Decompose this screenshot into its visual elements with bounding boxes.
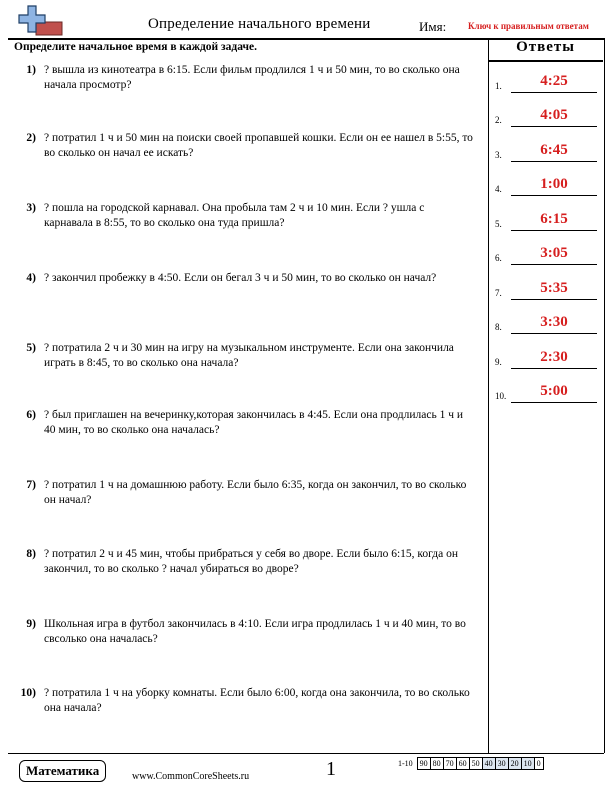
answer-value: 4:05 [540,107,568,123]
question-text: ? потратил 1 ч и 50 мин на поиски своей пропавшей кошки. Если он ее нашел в 5:55, то во сколько он начал ее искать? [44,132,473,159]
score-cell: 20 [508,758,521,770]
score-cell: 30 [495,758,508,770]
score-cell: 90 [417,758,430,770]
answer-number: 1. [495,81,502,91]
score-range-label: 1-10 [398,759,413,768]
question-number: 5) [26,342,36,354]
answer-value: 4:25 [540,73,568,89]
question-text: ? вышла из кинотеатра в 6:15. Если фильм продлился 1 ч и 50 мин, то во сколько она начала просмотр? [44,64,460,91]
answer-line [511,333,597,334]
question-text: ? был приглашен на вечеринку,которая закончилась в 4:45. Если она продлилась 1 ч и 40 мин, то во сколько она началась? [44,409,464,436]
question-text: Школьная игра в футбол закончилась в 4:10. Если игра продлилась 1 ч и 40 мин, то во свсолько она началась? [44,618,466,645]
page-title: Определение начального времени [148,16,371,32]
answer-number: 10. [495,391,507,401]
question-number: 10) [20,687,36,699]
footer-divider [8,753,604,754]
score-cell: 60 [456,758,469,770]
answer-line [511,299,597,300]
answer-number: 7. [495,288,502,298]
answer-line [511,92,597,93]
answer-line [511,368,597,369]
score-cell: 10 [521,758,534,770]
question-text: ? потратил 1 ч на домашнюю работу. Если было 6:35, когда он закончил, то во сколько он начал? [44,479,467,506]
question-text: ? потратила 1 ч на уборку комнаты. Если было 6:00, когда она закончила, то во сколько она начала? [44,687,470,714]
answer-number: 8. [495,322,502,332]
answer-line [511,161,597,162]
answer-value: 6:15 [540,211,568,227]
instruction-text: Определите начальное время в каждой задаче. [14,41,257,53]
name-label: Имя: [419,19,447,34]
question-text: ? пошла на городской карнавал. Она пробыла там 2 ч и 10 мин. Если ? ушла с карнавала в 8:55, то во сколько она туда пришла? [44,202,425,229]
answer-line [511,402,597,403]
answer-value: 5:00 [540,383,568,399]
answers-title-divider [488,60,603,62]
question-number: 1) [26,64,36,76]
score-cell: 40 [482,758,495,770]
answer-number: 3. [495,150,502,160]
answer-number: 5. [495,219,502,229]
answer-line [511,195,597,196]
answer-number: 9. [495,357,502,367]
plus-logo-icon [18,4,64,38]
answer-value: 5:35 [540,280,568,296]
question-text: ? потратила 2 ч и 30 мин на игру на музыкальном инструменте. Если она закончила играть в 8:45, то во сколько она начала? [44,342,454,369]
answer-number: 2. [495,115,502,125]
question-number: 8) [26,548,36,560]
answer-key-label: Ключ к правильным ответам [468,21,589,31]
question-number: 2) [26,132,36,144]
question-number: 3) [26,202,36,214]
question-text: ? закончил пробежку в 4:50. Если он бегал 3 ч и 50 мин, то во сколько он начал? [44,272,437,284]
site-url: www.CommonCoreSheets.ru [132,771,250,782]
answer-value: 6:45 [540,142,568,158]
answer-value: 2:30 [540,349,568,365]
question-number: 9) [26,618,36,630]
score-cell: 50 [469,758,482,770]
answer-line [511,126,597,127]
question-number: 4) [26,272,36,284]
answer-value: 3:05 [540,245,568,261]
score-row [396,758,543,770]
answer-value: 3:30 [540,314,568,330]
question-number: 7) [26,479,36,491]
question-text: ? потратил 2 ч и 45 мин, чтобы прибраться у себя во дворе. Если было 6:15, когда он закончил, то во сколько ? начал убираться во дворе? [44,548,459,575]
score-table [396,757,544,770]
brand-badge: Математика [19,760,106,782]
answer-line [511,264,597,265]
page-number: 1 [326,758,336,780]
answers-title: Ответы [516,39,575,55]
score-cell: 70 [443,758,456,770]
question-number: 6) [26,409,36,421]
answer-line [511,230,597,231]
score-cell: 80 [430,758,443,770]
score-cell: 0 [534,758,543,770]
answer-number: 4. [495,184,502,194]
answer-value: 1:00 [540,176,568,192]
answer-number: 6. [495,253,502,263]
